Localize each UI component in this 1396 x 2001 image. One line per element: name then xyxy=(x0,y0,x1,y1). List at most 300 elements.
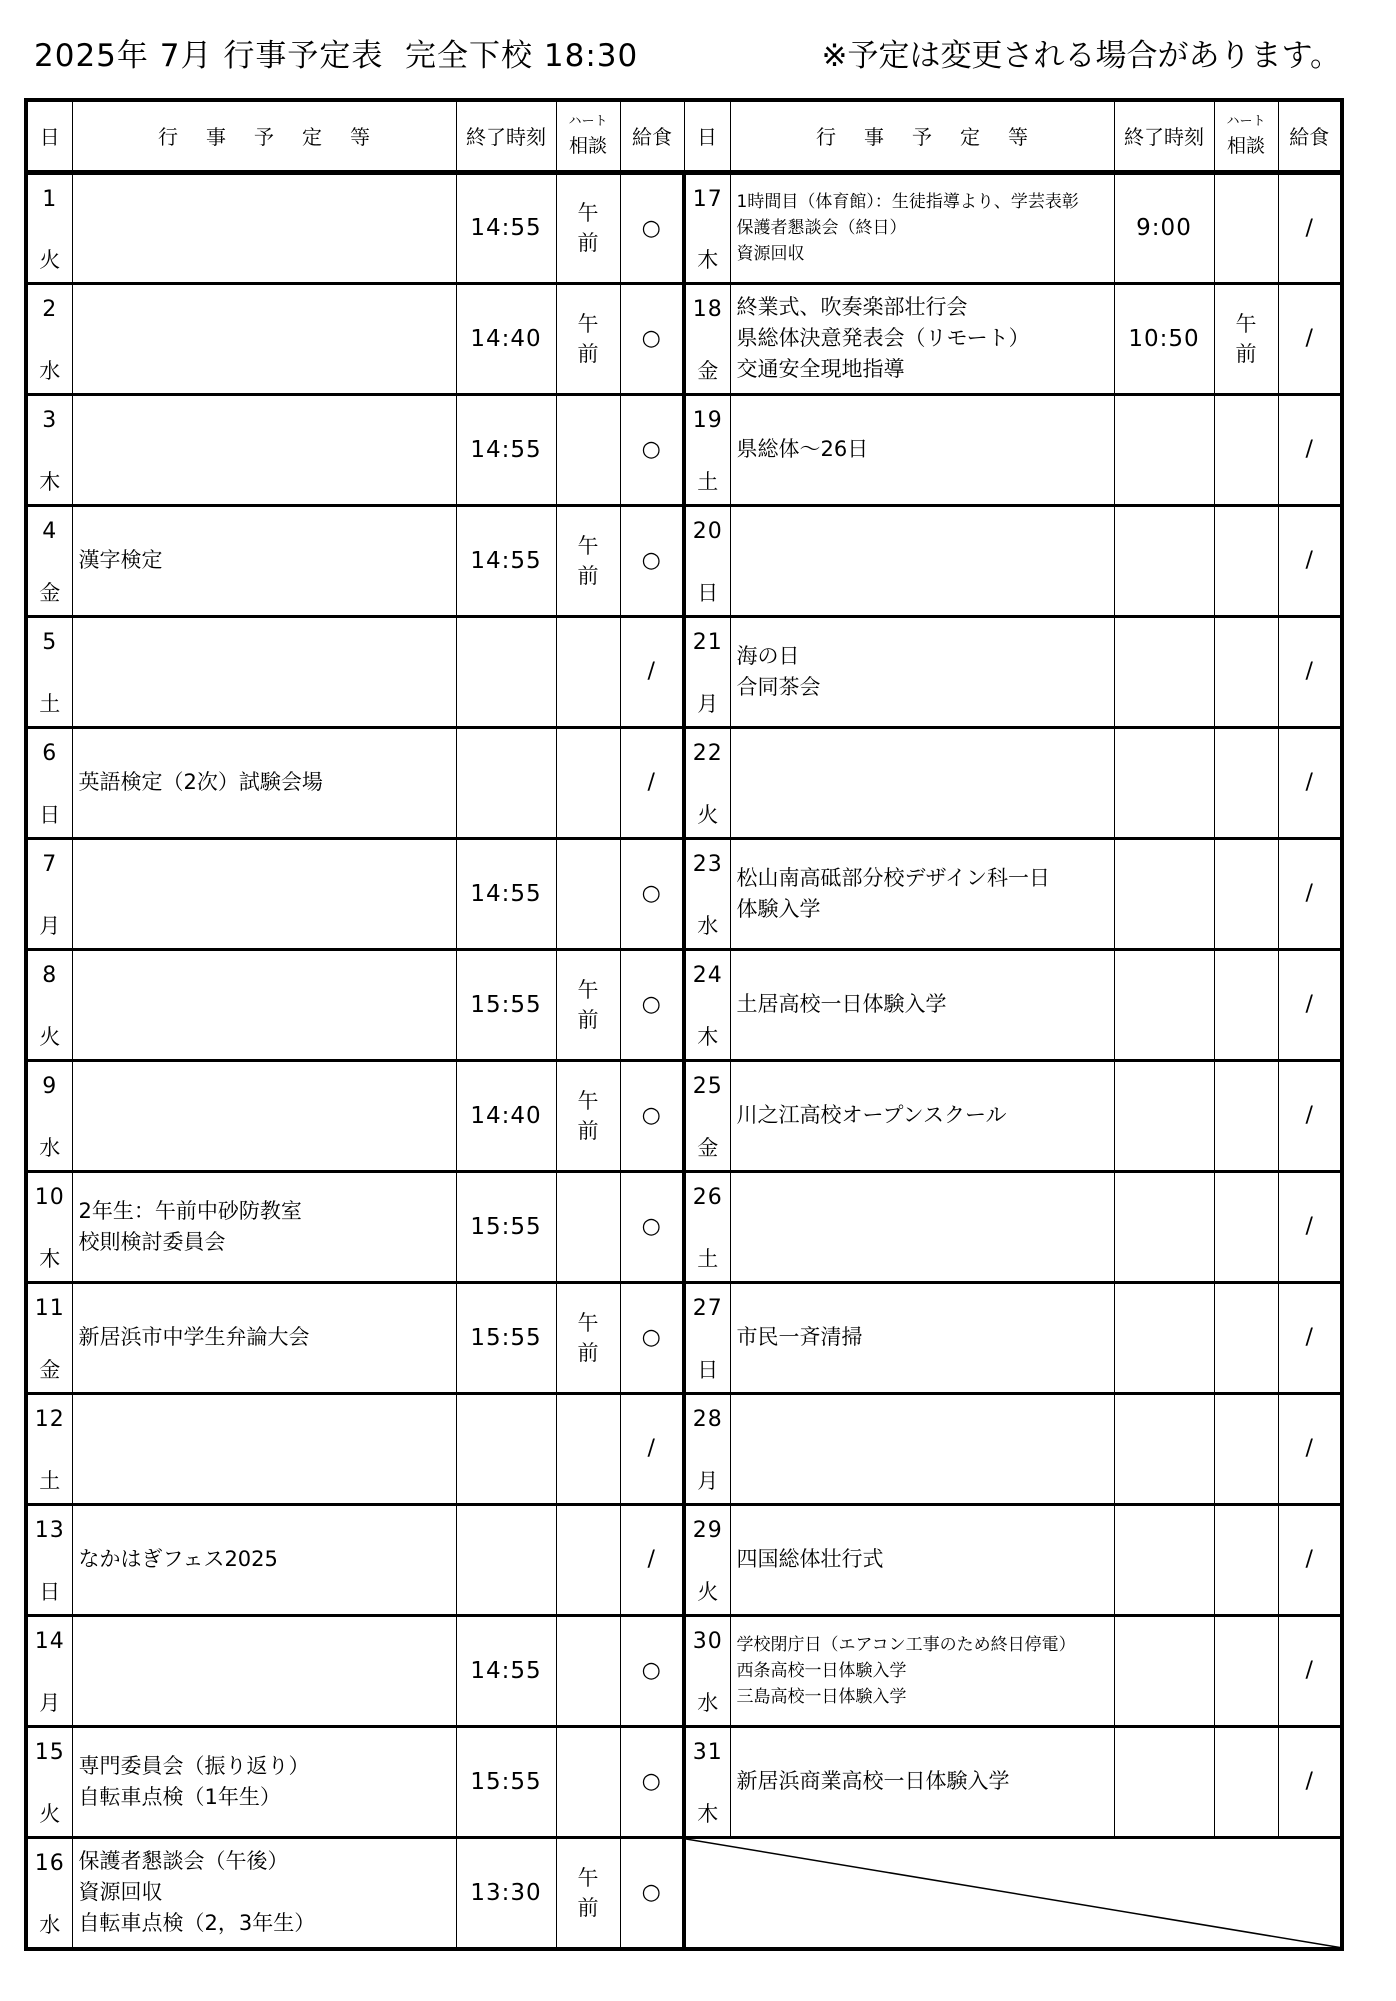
header-events-label-right: 行事予定等 xyxy=(816,125,1056,150)
day-of-week: 火 xyxy=(697,802,719,827)
day-number: 2 xyxy=(42,296,58,322)
event-line: 三島高校一日体験入学 xyxy=(736,1686,907,1707)
heart-consult-cell xyxy=(556,1282,620,1393)
day-cell xyxy=(684,1726,730,1837)
day-number: 5 xyxy=(42,629,58,655)
day-of-week: 木 xyxy=(697,1801,719,1826)
heart-consult-cell xyxy=(556,727,620,838)
event-line: 体験入学 xyxy=(736,896,821,921)
header-row xyxy=(26,100,1342,172)
lunch-cell: ○ xyxy=(620,283,684,394)
end-time-cell xyxy=(456,727,556,838)
diagonal-strike xyxy=(686,1839,1340,1948)
event-line: 川之江高校オープンスクール xyxy=(736,1103,1007,1127)
day-number: 15 xyxy=(34,1739,65,1765)
events-cell xyxy=(72,1393,456,1504)
heart-char: 午 xyxy=(577,533,599,558)
table-row xyxy=(26,1504,1342,1615)
end-time-cell: 10:50 xyxy=(1114,283,1214,394)
heart-char: 前 xyxy=(577,1895,599,1920)
lunch-cell: ○ xyxy=(620,1726,684,1837)
lunch-cell: / xyxy=(1278,1615,1342,1726)
table-row xyxy=(26,1837,1342,1949)
day-number: 22 xyxy=(692,740,723,766)
day-of-week: 火 xyxy=(39,1801,61,1826)
day-cell xyxy=(26,172,72,283)
event-line: 保護者懇談会（終日） xyxy=(736,218,907,238)
heart-char: 午 xyxy=(577,1865,599,1890)
events-cell xyxy=(730,505,1114,616)
day-number: 14 xyxy=(34,1628,65,1654)
day-cell xyxy=(684,394,730,505)
header-day: 日 xyxy=(26,100,72,172)
day-number: 6 xyxy=(42,740,58,766)
day-of-week: 月 xyxy=(39,913,61,938)
day-of-week: 土 xyxy=(39,691,61,716)
end-time-cell: 14:55 xyxy=(456,505,556,616)
header-heart-bottom: 相談 xyxy=(568,135,607,158)
events-cell xyxy=(730,727,1114,838)
end-time-cell xyxy=(1114,1171,1214,1282)
events-cell xyxy=(730,1393,1114,1504)
event-line: 校則検討委員会 xyxy=(78,1229,226,1254)
day-cell xyxy=(684,1393,730,1504)
event-line: 学校閉庁日（エアコン工事のため終日停電） xyxy=(736,1634,1076,1655)
day-number: 1 xyxy=(42,186,58,212)
day-cell xyxy=(684,283,730,394)
events-cell xyxy=(72,1504,456,1615)
day-cell xyxy=(26,1726,72,1837)
heart-consult-cell xyxy=(556,1726,620,1837)
end-time-cell: 15:55 xyxy=(456,949,556,1060)
day-number: 20 xyxy=(692,518,723,544)
day-cell xyxy=(684,505,730,616)
events-cell xyxy=(730,949,1114,1060)
event-line: 英語検定（2次）試験会場 xyxy=(78,770,323,794)
events-cell xyxy=(72,1837,456,1949)
day-of-week: 日 xyxy=(39,1579,61,1604)
lunch-cell: / xyxy=(1278,172,1342,283)
events-cell xyxy=(730,283,1114,394)
event-line: 合同茶会 xyxy=(736,674,821,699)
end-time-cell xyxy=(1114,1615,1214,1726)
day-number: 12 xyxy=(34,1406,65,1432)
header-end-time-right: 終了時刻 xyxy=(1114,100,1214,172)
table-row xyxy=(26,616,1342,727)
heart-char: 前 xyxy=(577,1007,599,1032)
day-cell xyxy=(26,616,72,727)
lunch-cell: ○ xyxy=(620,394,684,505)
day-number: 13 xyxy=(34,1517,65,1543)
day-cell xyxy=(684,1282,730,1393)
day-cell xyxy=(26,1282,72,1393)
end-time-cell: 15:55 xyxy=(456,1726,556,1837)
lunch-cell: ○ xyxy=(620,949,684,1060)
table-row xyxy=(26,283,1342,394)
day-of-week: 金 xyxy=(39,580,61,605)
table-row xyxy=(26,1060,1342,1171)
events-cell xyxy=(72,283,456,394)
header-heart-top-right: ハート xyxy=(1226,113,1266,129)
end-time-cell xyxy=(1114,394,1214,505)
day-cell xyxy=(26,1060,72,1171)
page-title xyxy=(34,30,638,75)
heart-consult-cell xyxy=(556,283,620,394)
day-of-week: 水 xyxy=(39,358,61,383)
day-cell xyxy=(684,838,730,949)
day-number: 3 xyxy=(42,407,58,433)
event-line: 西条高校一日体験入学 xyxy=(736,1660,907,1681)
events-cell xyxy=(72,1282,456,1393)
day-cell xyxy=(26,1504,72,1615)
end-time-cell xyxy=(1114,1393,1214,1504)
lunch-cell: / xyxy=(1278,1393,1342,1504)
end-time-cell xyxy=(1114,949,1214,1060)
heart-char: 午 xyxy=(577,1088,599,1113)
heart-consult-cell xyxy=(1214,949,1278,1060)
day-number: 8 xyxy=(42,962,58,988)
heart-consult-cell xyxy=(1214,1726,1278,1837)
end-time-cell xyxy=(1114,1282,1214,1393)
events-cell xyxy=(72,616,456,727)
dismissal-time: 完全下校 18:30 xyxy=(405,38,639,74)
day-number: 31 xyxy=(692,1739,723,1765)
end-time-cell: 14:55 xyxy=(456,172,556,283)
table-row xyxy=(26,505,1342,616)
heart-consult-cell xyxy=(556,172,620,283)
day-of-week: 日 xyxy=(697,1357,719,1382)
events-cell xyxy=(730,1726,1114,1837)
day-cell xyxy=(26,505,72,616)
heart-consult-cell xyxy=(556,505,620,616)
day-of-week: 土 xyxy=(39,1468,61,1493)
heart-consult-cell xyxy=(556,1837,620,1949)
events-cell xyxy=(72,1726,456,1837)
lunch-cell: / xyxy=(620,1393,684,1504)
events-cell xyxy=(72,505,456,616)
heart-char: 午 xyxy=(577,311,599,336)
event-line: 四国総体壮行式 xyxy=(736,1547,884,1571)
end-time-cell: 14:40 xyxy=(456,283,556,394)
event-line: 1時間目（体育館）：生徒指導より、学芸表彰 xyxy=(736,192,1079,212)
event-line: 土居高校一日体験入学 xyxy=(736,992,947,1016)
heart-consult-cell xyxy=(1214,172,1278,283)
lunch-cell: ○ xyxy=(620,1171,684,1282)
table-row xyxy=(26,172,1342,283)
heart-char: 前 xyxy=(577,341,599,366)
table-row xyxy=(26,394,1342,505)
day-number: 24 xyxy=(692,962,723,988)
day-of-week: 土 xyxy=(697,1246,719,1271)
heart-char: 前 xyxy=(577,231,599,255)
table-row xyxy=(26,1282,1342,1393)
heart-consult-cell xyxy=(1214,1504,1278,1615)
heart-consult-cell xyxy=(556,1615,620,1726)
lunch-cell: / xyxy=(1278,1060,1342,1171)
event-line: なかはぎフェス2025 xyxy=(78,1547,278,1571)
heart-char: 前 xyxy=(1235,341,1257,366)
end-time-cell xyxy=(1114,727,1214,838)
heart-consult-cell xyxy=(556,394,620,505)
end-time-cell xyxy=(1114,1726,1214,1837)
day-of-week: 火 xyxy=(697,1579,719,1604)
day-of-week: 金 xyxy=(39,1357,61,1382)
day-of-week: 水 xyxy=(697,1690,719,1715)
lunch-cell: / xyxy=(1278,949,1342,1060)
day-of-week: 月 xyxy=(697,1468,719,1493)
day-cell xyxy=(684,727,730,838)
day-number: 25 xyxy=(692,1073,723,1099)
end-time-cell: 14:55 xyxy=(456,838,556,949)
header-heart-top: ハート xyxy=(568,113,608,129)
lunch-cell: / xyxy=(1278,394,1342,505)
day-number: 7 xyxy=(42,851,58,877)
event-line: 自転車点検（2，3年生） xyxy=(78,1911,316,1936)
lunch-cell: ○ xyxy=(620,172,684,283)
header-end-time: 終了時刻 xyxy=(456,100,556,172)
day-number: 18 xyxy=(692,296,723,322)
heart-consult-cell xyxy=(1214,283,1278,394)
day-of-week: 日 xyxy=(39,802,61,827)
events-cell xyxy=(72,1060,456,1171)
schedule-change-note: ※予定は変更される場合があります。 xyxy=(821,38,1341,74)
heart-consult-cell xyxy=(1214,1171,1278,1282)
day-number: 4 xyxy=(42,518,58,544)
heart-consult-cell xyxy=(1214,616,1278,727)
day-cell xyxy=(684,1171,730,1282)
heart-consult-cell xyxy=(1214,1393,1278,1504)
day-number: 10 xyxy=(34,1184,65,1210)
table-row xyxy=(26,949,1342,1060)
events-cell xyxy=(730,838,1114,949)
end-time-cell: 14:55 xyxy=(456,394,556,505)
end-time-cell xyxy=(1114,1060,1214,1171)
day-of-week: 金 xyxy=(697,1135,719,1160)
heart-char: 午 xyxy=(1235,311,1257,336)
event-line: 終業式、吹奏楽部壮行会 xyxy=(736,295,968,319)
event-line: 資源回収 xyxy=(78,1880,163,1905)
lunch-cell: / xyxy=(1278,616,1342,727)
day-of-week: 日 xyxy=(697,580,719,605)
day-number: 26 xyxy=(692,1184,723,1210)
lunch-cell: / xyxy=(1278,1282,1342,1393)
lunch-cell: / xyxy=(1278,1504,1342,1615)
heart-consult-cell xyxy=(556,1504,620,1615)
day-of-week: 火 xyxy=(39,1024,61,1049)
table-row xyxy=(26,838,1342,949)
day-cell xyxy=(684,172,730,283)
day-of-week: 木 xyxy=(39,469,61,494)
day-of-week: 木 xyxy=(697,247,719,272)
heart-char: 前 xyxy=(577,1340,599,1365)
title-text: 2025年 7月 行事予定表 xyxy=(34,38,384,74)
day-cell xyxy=(26,838,72,949)
lunch-cell: ○ xyxy=(620,1282,684,1393)
day-cell xyxy=(26,1171,72,1282)
day-cell xyxy=(684,616,730,727)
schedule-table xyxy=(24,98,1344,1951)
day-of-week: 月 xyxy=(697,691,719,716)
day-of-week: 水 xyxy=(39,1913,61,1937)
end-time-cell xyxy=(456,1504,556,1615)
heart-char: 午 xyxy=(577,977,599,1002)
end-time-cell: 9:00 xyxy=(1114,172,1214,283)
day-number: 17 xyxy=(692,186,723,212)
lunch-cell: / xyxy=(620,727,684,838)
day-number: 21 xyxy=(692,629,723,655)
events-cell xyxy=(730,1615,1114,1726)
header-heart-consult xyxy=(556,100,620,172)
events-cell xyxy=(72,949,456,1060)
header-events-label: 行事予定等 xyxy=(158,125,398,150)
day-cell xyxy=(684,1504,730,1615)
day-cell xyxy=(26,394,72,505)
events-cell xyxy=(730,1504,1114,1615)
events-cell xyxy=(72,727,456,838)
end-time-cell: 14:40 xyxy=(456,1060,556,1171)
day-cell xyxy=(26,283,72,394)
event-line: 海の日 xyxy=(736,643,800,668)
heart-consult-cell xyxy=(556,949,620,1060)
heart-consult-cell xyxy=(1214,505,1278,616)
event-line: 2年生：午前中砂防教室 xyxy=(78,1198,302,1223)
lunch-cell: / xyxy=(620,1504,684,1615)
event-line: 資源回収 xyxy=(736,244,805,264)
day-cell xyxy=(684,1060,730,1171)
end-time-cell xyxy=(1114,616,1214,727)
day-cell xyxy=(26,1837,72,1949)
event-line: 専門委員会（振り返り） xyxy=(78,1753,310,1778)
header-lunch-right: 給食 xyxy=(1278,100,1342,172)
day-of-week: 水 xyxy=(39,1135,61,1160)
day-of-week: 月 xyxy=(39,1690,61,1715)
heart-char: 前 xyxy=(577,563,599,588)
end-time-cell xyxy=(1114,838,1214,949)
event-line: 県総体決意発表会（リモート） xyxy=(736,326,1030,350)
day-cell xyxy=(26,727,72,838)
table-row xyxy=(26,1615,1342,1726)
events-cell xyxy=(730,616,1114,727)
day-number: 23 xyxy=(692,851,723,877)
day-number: 28 xyxy=(692,1406,723,1432)
lunch-cell: ○ xyxy=(620,1615,684,1726)
day-number: 16 xyxy=(34,1850,65,1876)
day-cell xyxy=(684,1615,730,1726)
heart-char: 午 xyxy=(577,201,599,225)
event-line: 自転車点検（1年生） xyxy=(78,1784,281,1809)
heart-consult-cell xyxy=(556,1060,620,1171)
day-of-week: 火 xyxy=(39,247,61,272)
end-time-cell: 14:55 xyxy=(456,1615,556,1726)
day-cell xyxy=(26,1615,72,1726)
lunch-cell: ○ xyxy=(620,1837,684,1949)
end-time-cell xyxy=(456,1393,556,1504)
heart-char: 午 xyxy=(577,1310,599,1335)
heart-consult-cell xyxy=(556,616,620,727)
events-cell xyxy=(72,394,456,505)
day-of-week: 金 xyxy=(697,358,719,383)
lunch-cell: / xyxy=(1278,727,1342,838)
heart-consult-cell xyxy=(1214,838,1278,949)
header-events-right xyxy=(730,100,1114,172)
events-cell xyxy=(72,1615,456,1726)
day-cell xyxy=(26,949,72,1060)
lunch-cell: / xyxy=(1278,1726,1342,1837)
event-line: 新居浜市中学生弁論大会 xyxy=(78,1325,310,1349)
lunch-cell: / xyxy=(1278,838,1342,949)
heart-char: 前 xyxy=(577,1118,599,1143)
events-cell xyxy=(72,838,456,949)
end-time-cell xyxy=(1114,1504,1214,1615)
lunch-cell: / xyxy=(1278,1171,1342,1282)
lunch-cell: / xyxy=(1278,283,1342,394)
table-row xyxy=(26,727,1342,838)
lunch-cell: / xyxy=(620,616,684,727)
day-cell xyxy=(684,949,730,1060)
end-time-cell: 15:55 xyxy=(456,1282,556,1393)
table-row xyxy=(26,1726,1342,1837)
event-line: 交通安全現地指導 xyxy=(736,357,905,381)
events-cell xyxy=(730,172,1114,283)
event-line: 県総体～26日 xyxy=(736,437,869,461)
heart-consult-cell xyxy=(1214,1282,1278,1393)
day-number: 29 xyxy=(692,1517,723,1543)
day-number: 30 xyxy=(692,1628,723,1654)
event-line: 新居浜商業高校一日体験入学 xyxy=(736,1769,1010,1793)
day-of-week: 土 xyxy=(697,469,719,494)
day-of-week: 水 xyxy=(697,913,719,938)
event-line: 保護者懇談会（午後） xyxy=(78,1849,289,1874)
day-cell xyxy=(26,1393,72,1504)
table-row xyxy=(26,1393,1342,1504)
end-time-cell xyxy=(1114,505,1214,616)
header-day-right: 日 xyxy=(684,100,730,172)
table-row xyxy=(26,1171,1342,1282)
header-events xyxy=(72,100,456,172)
day-of-week: 木 xyxy=(39,1246,61,1271)
lunch-cell: ○ xyxy=(620,1060,684,1171)
schedule-rows xyxy=(26,172,1342,1949)
end-time-cell: 13:30 xyxy=(456,1837,556,1949)
day-number: 11 xyxy=(34,1295,65,1321)
day-of-week: 木 xyxy=(697,1024,719,1049)
day-number: 27 xyxy=(692,1295,723,1321)
heart-consult-cell xyxy=(1214,727,1278,838)
day-number: 9 xyxy=(42,1073,58,1099)
events-cell xyxy=(730,1282,1114,1393)
day-number: 19 xyxy=(692,407,723,433)
heart-consult-cell xyxy=(1214,1615,1278,1726)
heart-consult-cell xyxy=(1214,1060,1278,1171)
events-cell xyxy=(730,394,1114,505)
empty-cell xyxy=(684,1837,1342,1949)
event-line: 漢字検定 xyxy=(78,548,163,572)
end-time-cell xyxy=(456,616,556,727)
events-cell xyxy=(730,1171,1114,1282)
lunch-cell: ○ xyxy=(620,505,684,616)
events-cell xyxy=(72,1171,456,1282)
lunch-cell: ○ xyxy=(620,838,684,949)
event-line: 松山南高砥部分校デザイン科一日 xyxy=(736,865,1051,890)
heart-consult-cell xyxy=(556,838,620,949)
end-time-cell: 15:55 xyxy=(456,1171,556,1282)
heart-consult-cell xyxy=(1214,394,1278,505)
header-lunch: 給食 xyxy=(620,100,684,172)
events-cell xyxy=(72,172,456,283)
heart-consult-cell xyxy=(556,1171,620,1282)
event-line: 市民一斉清掃 xyxy=(736,1325,863,1349)
events-cell xyxy=(730,1060,1114,1171)
